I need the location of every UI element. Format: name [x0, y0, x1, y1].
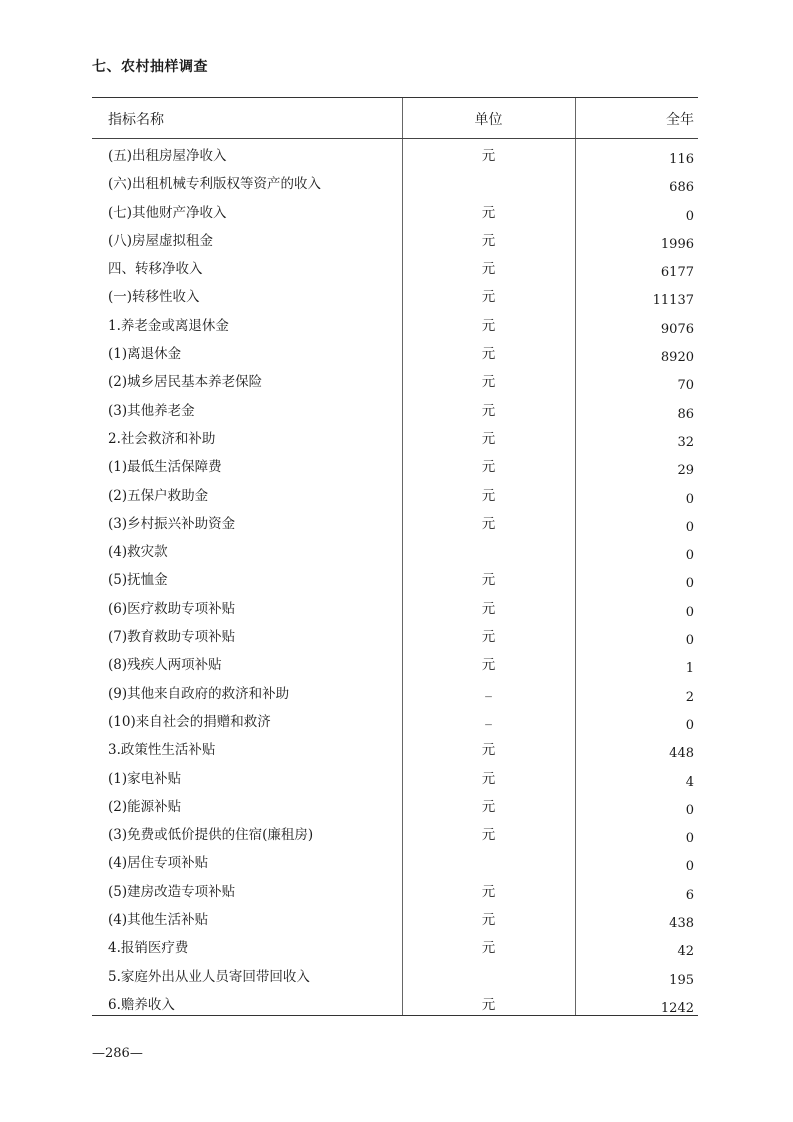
- row-value: 0: [685, 208, 694, 224]
- table-row: [92, 879, 698, 907]
- row-unit: 元: [481, 430, 496, 447]
- row-unit: 元: [481, 770, 496, 787]
- row-value: 0: [685, 633, 694, 649]
- table-row: [92, 426, 698, 454]
- table-row: [92, 200, 698, 228]
- row-value: 32: [677, 434, 694, 450]
- row-value: 1242: [660, 1000, 694, 1016]
- header-unit: 单位: [474, 112, 503, 128]
- row-unit: 元: [481, 204, 496, 221]
- row-value: 116: [669, 152, 694, 167]
- table-row: [92, 171, 698, 199]
- table-row: [92, 369, 698, 397]
- table-row: [92, 822, 698, 850]
- table-row: [92, 596, 698, 624]
- table-row: [92, 256, 698, 284]
- row-indicator-name: (八)房屋虚拟租金: [108, 232, 214, 249]
- row-indicator-name: 2.社会救济和补助: [108, 430, 216, 447]
- row-indicator-name: (2)五保户救助金: [108, 487, 209, 504]
- table-row: [92, 341, 698, 369]
- row-indicator-name: (4)居住专项补贴: [108, 855, 209, 872]
- row-unit: 元: [481, 317, 496, 334]
- page-number: —286—: [92, 1046, 143, 1061]
- row-unit: _: [485, 709, 492, 726]
- row-indicator-name: (五)出租房屋净收入: [108, 148, 227, 164]
- table-row: [92, 794, 698, 822]
- table-row: [92, 567, 698, 595]
- row-value: 0: [685, 491, 694, 507]
- row-unit: 元: [481, 459, 496, 476]
- row-indicator-name: (一)转移性收入: [108, 289, 200, 306]
- row-value: 0: [685, 519, 694, 535]
- table-row: [92, 143, 698, 171]
- row-unit: 元: [481, 657, 496, 674]
- row-indicator-name: (六)出租机械专利版权等资产的收入: [108, 176, 322, 193]
- row-unit: 元: [481, 912, 496, 929]
- row-value: 6: [685, 887, 694, 903]
- row-unit: 元: [481, 487, 496, 504]
- table-header: [92, 98, 698, 139]
- table-row: [92, 964, 698, 992]
- row-value: 6177: [660, 265, 694, 281]
- table-row: [92, 652, 698, 680]
- table-row: [92, 313, 698, 341]
- row-unit: 元: [481, 883, 496, 900]
- row-value: 438: [669, 916, 694, 932]
- data-table: [92, 97, 698, 1016]
- row-unit: 元: [481, 996, 496, 1013]
- row-indicator-name: (2)能源补贴: [108, 798, 182, 815]
- row-value: 0: [685, 576, 694, 592]
- row-value: 70: [677, 378, 694, 394]
- table-row: [92, 681, 698, 709]
- row-value: 2: [685, 689, 694, 705]
- table-row: [92, 539, 698, 567]
- row-indicator-name: 6.赡养收入: [108, 996, 175, 1013]
- table-row: [92, 398, 698, 426]
- row-indicator-name: (4)其他生活补贴: [108, 912, 209, 929]
- header-indicator-name: 指标名称: [108, 112, 164, 128]
- table-body: [92, 143, 698, 1020]
- table-row: [92, 850, 698, 878]
- table-row: [92, 907, 698, 935]
- row-indicator-name: (2)城乡居民基本养老保险: [108, 374, 263, 391]
- row-indicator-name: 四、转移净收入: [108, 261, 203, 278]
- table-row: [92, 935, 698, 963]
- row-unit: 元: [481, 742, 496, 759]
- table-row: [92, 284, 698, 312]
- row-value: 0: [685, 859, 694, 875]
- row-indicator-name: (7)教育救助专项补贴: [108, 629, 236, 646]
- row-value: 42: [677, 944, 694, 960]
- row-value: 1996: [660, 236, 694, 252]
- row-indicator-name: (1)离退休金: [108, 346, 182, 363]
- row-indicator-name: 1.养老金或离退休金: [108, 317, 229, 334]
- row-unit: 元: [481, 827, 496, 844]
- table-row: [92, 737, 698, 765]
- row-unit: 元: [481, 374, 496, 391]
- row-unit: 元: [481, 940, 496, 957]
- row-unit: _: [485, 681, 492, 698]
- row-value: 0: [685, 548, 694, 564]
- row-unit: 元: [481, 232, 496, 249]
- row-indicator-name: (3)其他养老金: [108, 402, 195, 419]
- table-row: [92, 483, 698, 511]
- row-value: 0: [685, 831, 694, 847]
- row-indicator-name: 4.报销医疗费: [108, 940, 189, 957]
- row-indicator-name: (七)其他财产净收入: [108, 204, 227, 221]
- row-value: 9076: [660, 321, 694, 337]
- row-value: 11137: [652, 293, 694, 309]
- row-unit: 元: [481, 798, 496, 815]
- row-unit: 元: [481, 346, 496, 363]
- row-indicator-name: (3)乡村振兴补助资金: [108, 515, 236, 532]
- row-indicator-name: (10)来自社会的捐赠和救济: [108, 713, 271, 730]
- row-unit: 元: [481, 148, 496, 164]
- row-unit: 元: [481, 515, 496, 532]
- row-indicator-name: (6)医疗救助专项补贴: [108, 600, 236, 617]
- row-value: 0: [685, 717, 694, 733]
- header-full-year: 全年: [666, 112, 694, 128]
- table-row: [92, 766, 698, 794]
- row-indicator-name: (5)抚恤金: [108, 572, 168, 589]
- row-unit: 元: [481, 402, 496, 419]
- table-row: [92, 511, 698, 539]
- row-indicator-name: (8)残疾人两项补贴: [108, 657, 222, 674]
- row-indicator-name: (5)建房改造专项补贴: [108, 883, 236, 900]
- row-unit: 元: [481, 572, 496, 589]
- row-indicator-name: 3.政策性生活补贴: [108, 742, 216, 759]
- row-indicator-name: 5.家庭外出从业人员寄回带回收入: [108, 968, 310, 985]
- row-value: 195: [669, 972, 694, 988]
- row-value: 1: [685, 661, 694, 677]
- row-value: 86: [677, 406, 694, 422]
- row-value: 29: [677, 463, 694, 479]
- row-unit: 元: [481, 600, 496, 617]
- row-value: 8920: [660, 350, 694, 366]
- section-title: 七、农村抽样调查: [92, 59, 208, 75]
- row-indicator-name: (3)免费或低价提供的住宿(廉租房): [108, 827, 314, 844]
- row-indicator-name: (4)救灾款: [108, 544, 168, 561]
- row-value: 4: [685, 774, 694, 790]
- row-unit: 元: [481, 629, 496, 646]
- row-value: 0: [685, 604, 694, 620]
- row-indicator-name: (1)家电补贴: [108, 770, 182, 787]
- table-row: [92, 709, 698, 737]
- row-indicator-name: (1)最低生活保障费: [108, 459, 222, 476]
- row-value: 686: [669, 180, 694, 196]
- table-row: [92, 624, 698, 652]
- row-value: 0: [685, 802, 694, 818]
- table-row: [92, 454, 698, 482]
- table-row: [92, 228, 698, 256]
- row-indicator-name: (9)其他来自政府的救济和补助: [108, 685, 290, 702]
- row-unit: 元: [481, 289, 496, 306]
- table-row: [92, 992, 698, 1020]
- row-unit: 元: [481, 261, 496, 278]
- row-value: 448: [669, 746, 694, 762]
